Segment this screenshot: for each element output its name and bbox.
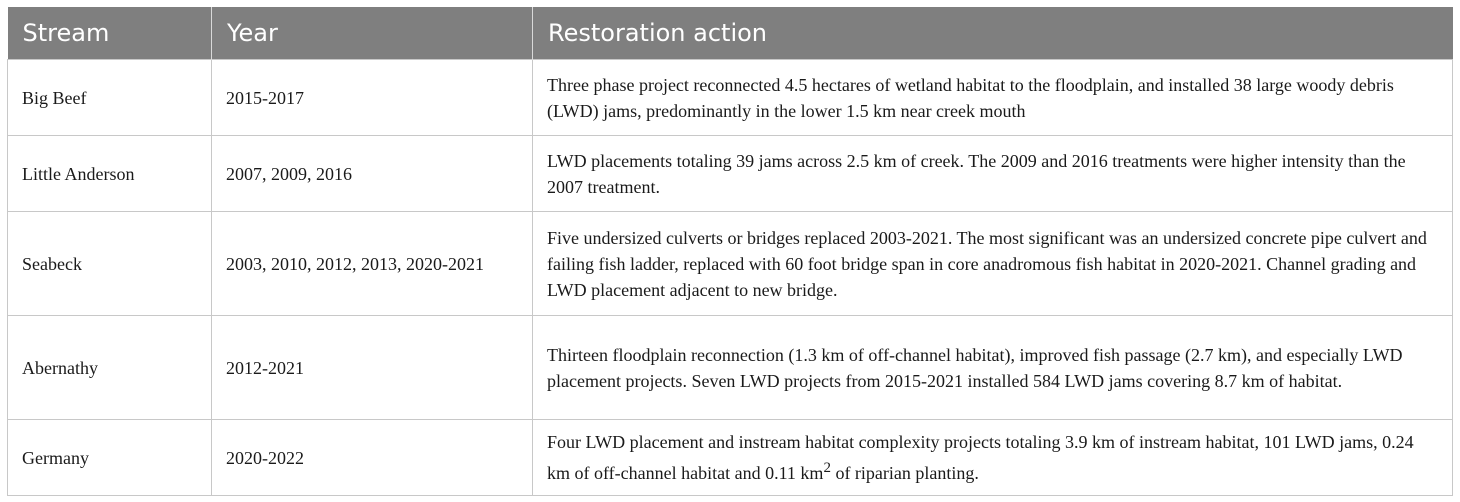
- table-row: [8, 60, 1453, 136]
- table-row: [8, 212, 1453, 316]
- cell-year: 2003, 2010, 2012, 2013, 2020-2021: [212, 212, 533, 316]
- cell-action: [533, 420, 1453, 496]
- header-stream: Stream: [8, 7, 212, 60]
- cell-stream: Big Beef: [8, 60, 212, 136]
- cell-stream: Seabeck: [8, 212, 212, 316]
- cell-year: 2020-2022: [212, 420, 533, 496]
- cell-stream: Little Anderson: [8, 136, 212, 212]
- table-row: [8, 316, 1453, 420]
- cell-action: Thirteen floodplain reconnection (1.3 km of off-channel habitat), improved fish passage (2.7 km), and especially LWD placement projects. Seven LWD projects from 2015-2021 installed 584 LWD jams covering 8.7 km of habitat.: [533, 316, 1453, 420]
- cell-action: Three phase project reconnected 4.5 hectares of wetland habitat to the floodplain, and installed 38 large woody debris (LWD) jams, predominantly in the lower 1.5 km near creek mouth: [533, 60, 1453, 136]
- cell-year: 2007, 2009, 2016: [212, 136, 533, 212]
- table-row: [8, 420, 1453, 496]
- cell-action: Five undersized culverts or bridges replaced 2003-2021. The most significant was an undersized concrete pipe culvert and failing fish ladder, replaced with 60 foot bridge span in core anadromous fish habitat in 2020-2021. Channel grading and LWD placement adjacent to new bridge.: [533, 212, 1453, 316]
- superscript-2: 2: [823, 460, 831, 476]
- cell-action: LWD placements totaling 39 jams across 2.5 km of creek. The 2009 and 2016 treatments were higher intensity than the 2007 treatment.: [533, 136, 1453, 212]
- header-restoration-action: Restoration action: [533, 7, 1453, 60]
- cell-year: 2015-2017: [212, 60, 533, 136]
- table-header: [8, 7, 1453, 60]
- cell-stream: Abernathy: [8, 316, 212, 420]
- header-row: [8, 7, 1453, 60]
- cell-year: 2012-2021: [212, 316, 533, 420]
- table-row: [8, 136, 1453, 212]
- header-year: Year: [212, 7, 533, 60]
- cell-action-text: Four LWD placement and instream habitat complexity projects totaling 3.9 km of instream habitat, 101 LWD jams, 0.24 km of off-channel habitat and 0.11 km: [547, 432, 1414, 483]
- cell-action-text-end: of riparian planting.: [830, 463, 979, 483]
- restoration-table-container: [7, 7, 1452, 496]
- restoration-table: [7, 7, 1453, 496]
- table-body: [8, 60, 1453, 496]
- cell-stream: Germany: [8, 420, 212, 496]
